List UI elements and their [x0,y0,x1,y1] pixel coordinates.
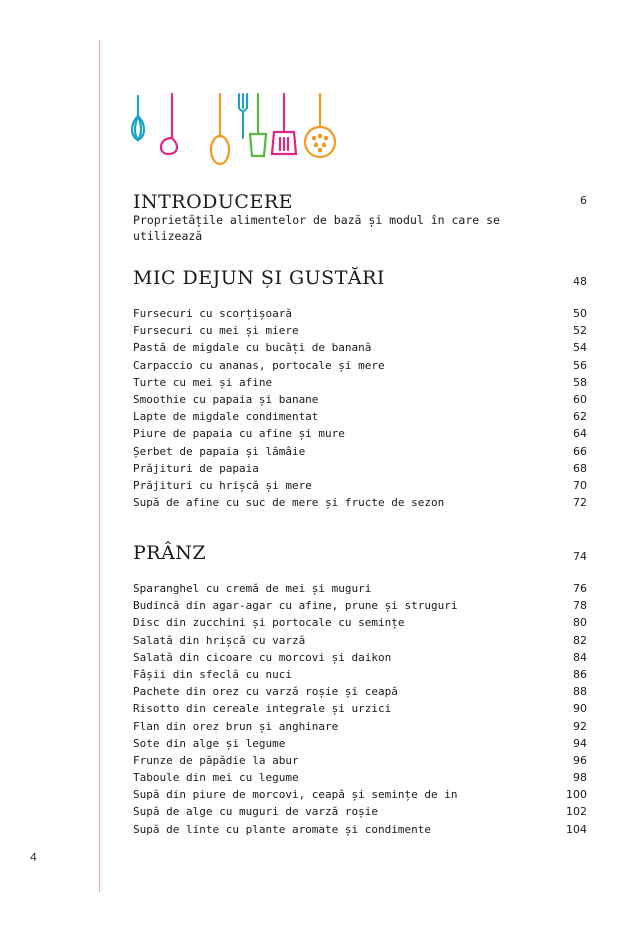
toc-entry-page: 90 [573,702,587,716]
toc-entry [133,597,587,614]
toc-entry-page: 62 [573,410,587,424]
toc-entry-page: 54 [573,341,587,355]
toc-entry-page: 66 [573,444,587,458]
toc-section-mic-dejun [133,266,587,511]
toc-entry-title: Supă de linte cu plante aromate și condimente [133,822,432,836]
toc-entry [133,649,587,666]
toc-entry-page: 82 [573,633,587,647]
toc-section-pranz [133,541,587,838]
toc-entry-title: Taboule din mei cu legume [133,771,299,785]
toc-entry [133,735,587,752]
section-title: INTRODUCERE [133,191,294,213]
toc-entry-title: Sparanghel cu cremă de mei și muguri [133,582,372,595]
toc-entry [133,425,587,442]
toc-entry-title: Sote din alge și legume [133,736,286,750]
toc-entry-page: 100 [566,788,587,802]
skimmer-icon [305,94,335,157]
toc-entry-page: 104 [566,822,587,836]
toc-entry [133,718,587,735]
toc-entry [133,374,587,391]
toc-entry [133,632,587,649]
ladle-icon [161,94,177,154]
toc-entry-title: Risotto din cereale integrale și urzici [133,702,392,716]
spoon-icon [211,94,229,164]
toc-entry-page: 86 [573,667,587,681]
fork-icon [239,94,247,138]
toc-entry [133,305,587,322]
section-heading [133,541,587,565]
toc-entry-title: Fursecuri cu mei și miere [133,324,299,338]
toc-entry-page: 68 [573,461,587,475]
toc-entry-page: 96 [573,753,587,767]
toc-entry [133,339,587,356]
toc-entry-title: Frunze de păpădie la abur [133,753,299,767]
toc-entry [133,769,587,786]
toc-entry [133,614,587,631]
whisk-icon [132,96,144,140]
toc-entry-title: Prăjituri cu hrișcă și mere [133,478,312,492]
toc-entry-page: 76 [573,582,587,595]
section-title: PRÂNZ [133,542,207,564]
toc-entries [133,580,587,838]
toc-entry-title: Pachete din orez cu varză roșie și ceapă [133,685,398,699]
toc-entry-title: Supă de alge cu muguri de varză roșie [133,805,379,819]
toc-entry-title: Flan din orez brun și anghinare [133,719,339,733]
toc-entry-title: Fursecuri cu scorțișoară [133,307,292,320]
toc-entry-page: 84 [573,650,587,664]
toc-entry [133,821,587,838]
margin-rule [99,40,100,892]
toc-entry-page: 64 [573,427,587,441]
toc-entry-page: 52 [573,324,587,338]
toc-entry-page: 72 [573,496,587,510]
toc-entry-page: 60 [573,392,587,406]
toc-entry-page: 58 [573,375,587,389]
toc-entry-page: 56 [573,358,587,372]
toc-entry-page: 80 [573,616,587,630]
toc-entry [133,700,587,717]
toc-entry-title: Smoothie cu papaia și banane [133,392,319,406]
toc-entry [133,494,587,511]
toc-entry [133,408,587,425]
toc-entry-title: Salată din hrișcă cu varză [133,633,306,647]
page-number: 4 [30,851,37,864]
toc-entry-title: Supă de afine cu suc de mere și fructe de sezon [133,496,445,510]
toc-entry [133,322,587,339]
toc-entry-title: Șerbet de papaia și lămâie [133,444,306,458]
section-title: MIC DEJUN ȘI GUSTĂRI [133,267,385,289]
toc-entry [133,683,587,700]
toc-section-introducere [133,190,587,244]
toc-entry-page: 98 [573,771,587,785]
toc-entries [133,305,587,511]
toc-entry-title: Salată din cicoare cu morcovi și daikon [133,650,392,664]
toc-entry-page: 94 [573,736,587,750]
kitchen-utensils-illustration [128,90,340,170]
toc-entry-title: Supă din piure de morcovi, ceapă și semințe de in [133,788,458,802]
toc-entry [133,443,587,460]
toc-entry [133,752,587,769]
toc-entry-title: Budincă din agar-agar cu afine, prune și struguri [133,599,458,613]
section-subtitle: Proprietățile alimentelor de bază și modul în care se utilizează [133,213,500,243]
toc-entry-title: Fâșii din sfeclă cu nuci [133,667,292,681]
toc-entry [133,580,587,597]
toc-entry [133,357,587,374]
toc-entry-page: 92 [573,719,587,733]
toc-entry [133,786,587,803]
toc-entry [133,460,587,477]
section-heading [133,190,587,214]
toc-entry [133,477,587,494]
toc-entry-page: 78 [573,599,587,613]
toc-entry-title: Piure de papaia cu afine și mure [133,427,345,441]
toc-entry-page: 70 [573,478,587,492]
toc-entry-title: Turte cu mei și afine [133,375,273,389]
toc-entry-title: Disc din zucchini și portocale cu semințe [133,616,405,630]
spatula-icon [250,94,266,156]
toc-entry-page: 50 [573,307,587,320]
turner-icon [272,94,296,154]
toc-entry [133,666,587,683]
toc-entry-page: 88 [573,685,587,699]
section-page-number: 48 [573,275,587,288]
toc-entry-title: Prăjituri de papaia [133,461,259,475]
toc-entry [133,803,587,820]
toc-entry-page: 102 [566,805,587,819]
section-page-number: 74 [573,550,587,563]
toc-entry-title: Lapte de migdale condimentat [133,410,319,424]
section-page-number: 6 [580,194,587,207]
toc-entry-title: Carpaccio cu ananas, portocale și mere [133,358,385,372]
section-heading [133,266,587,290]
toc-entry [133,391,587,408]
toc-entry-title: Pastă de migdale cu bucăți de banană [133,341,372,355]
